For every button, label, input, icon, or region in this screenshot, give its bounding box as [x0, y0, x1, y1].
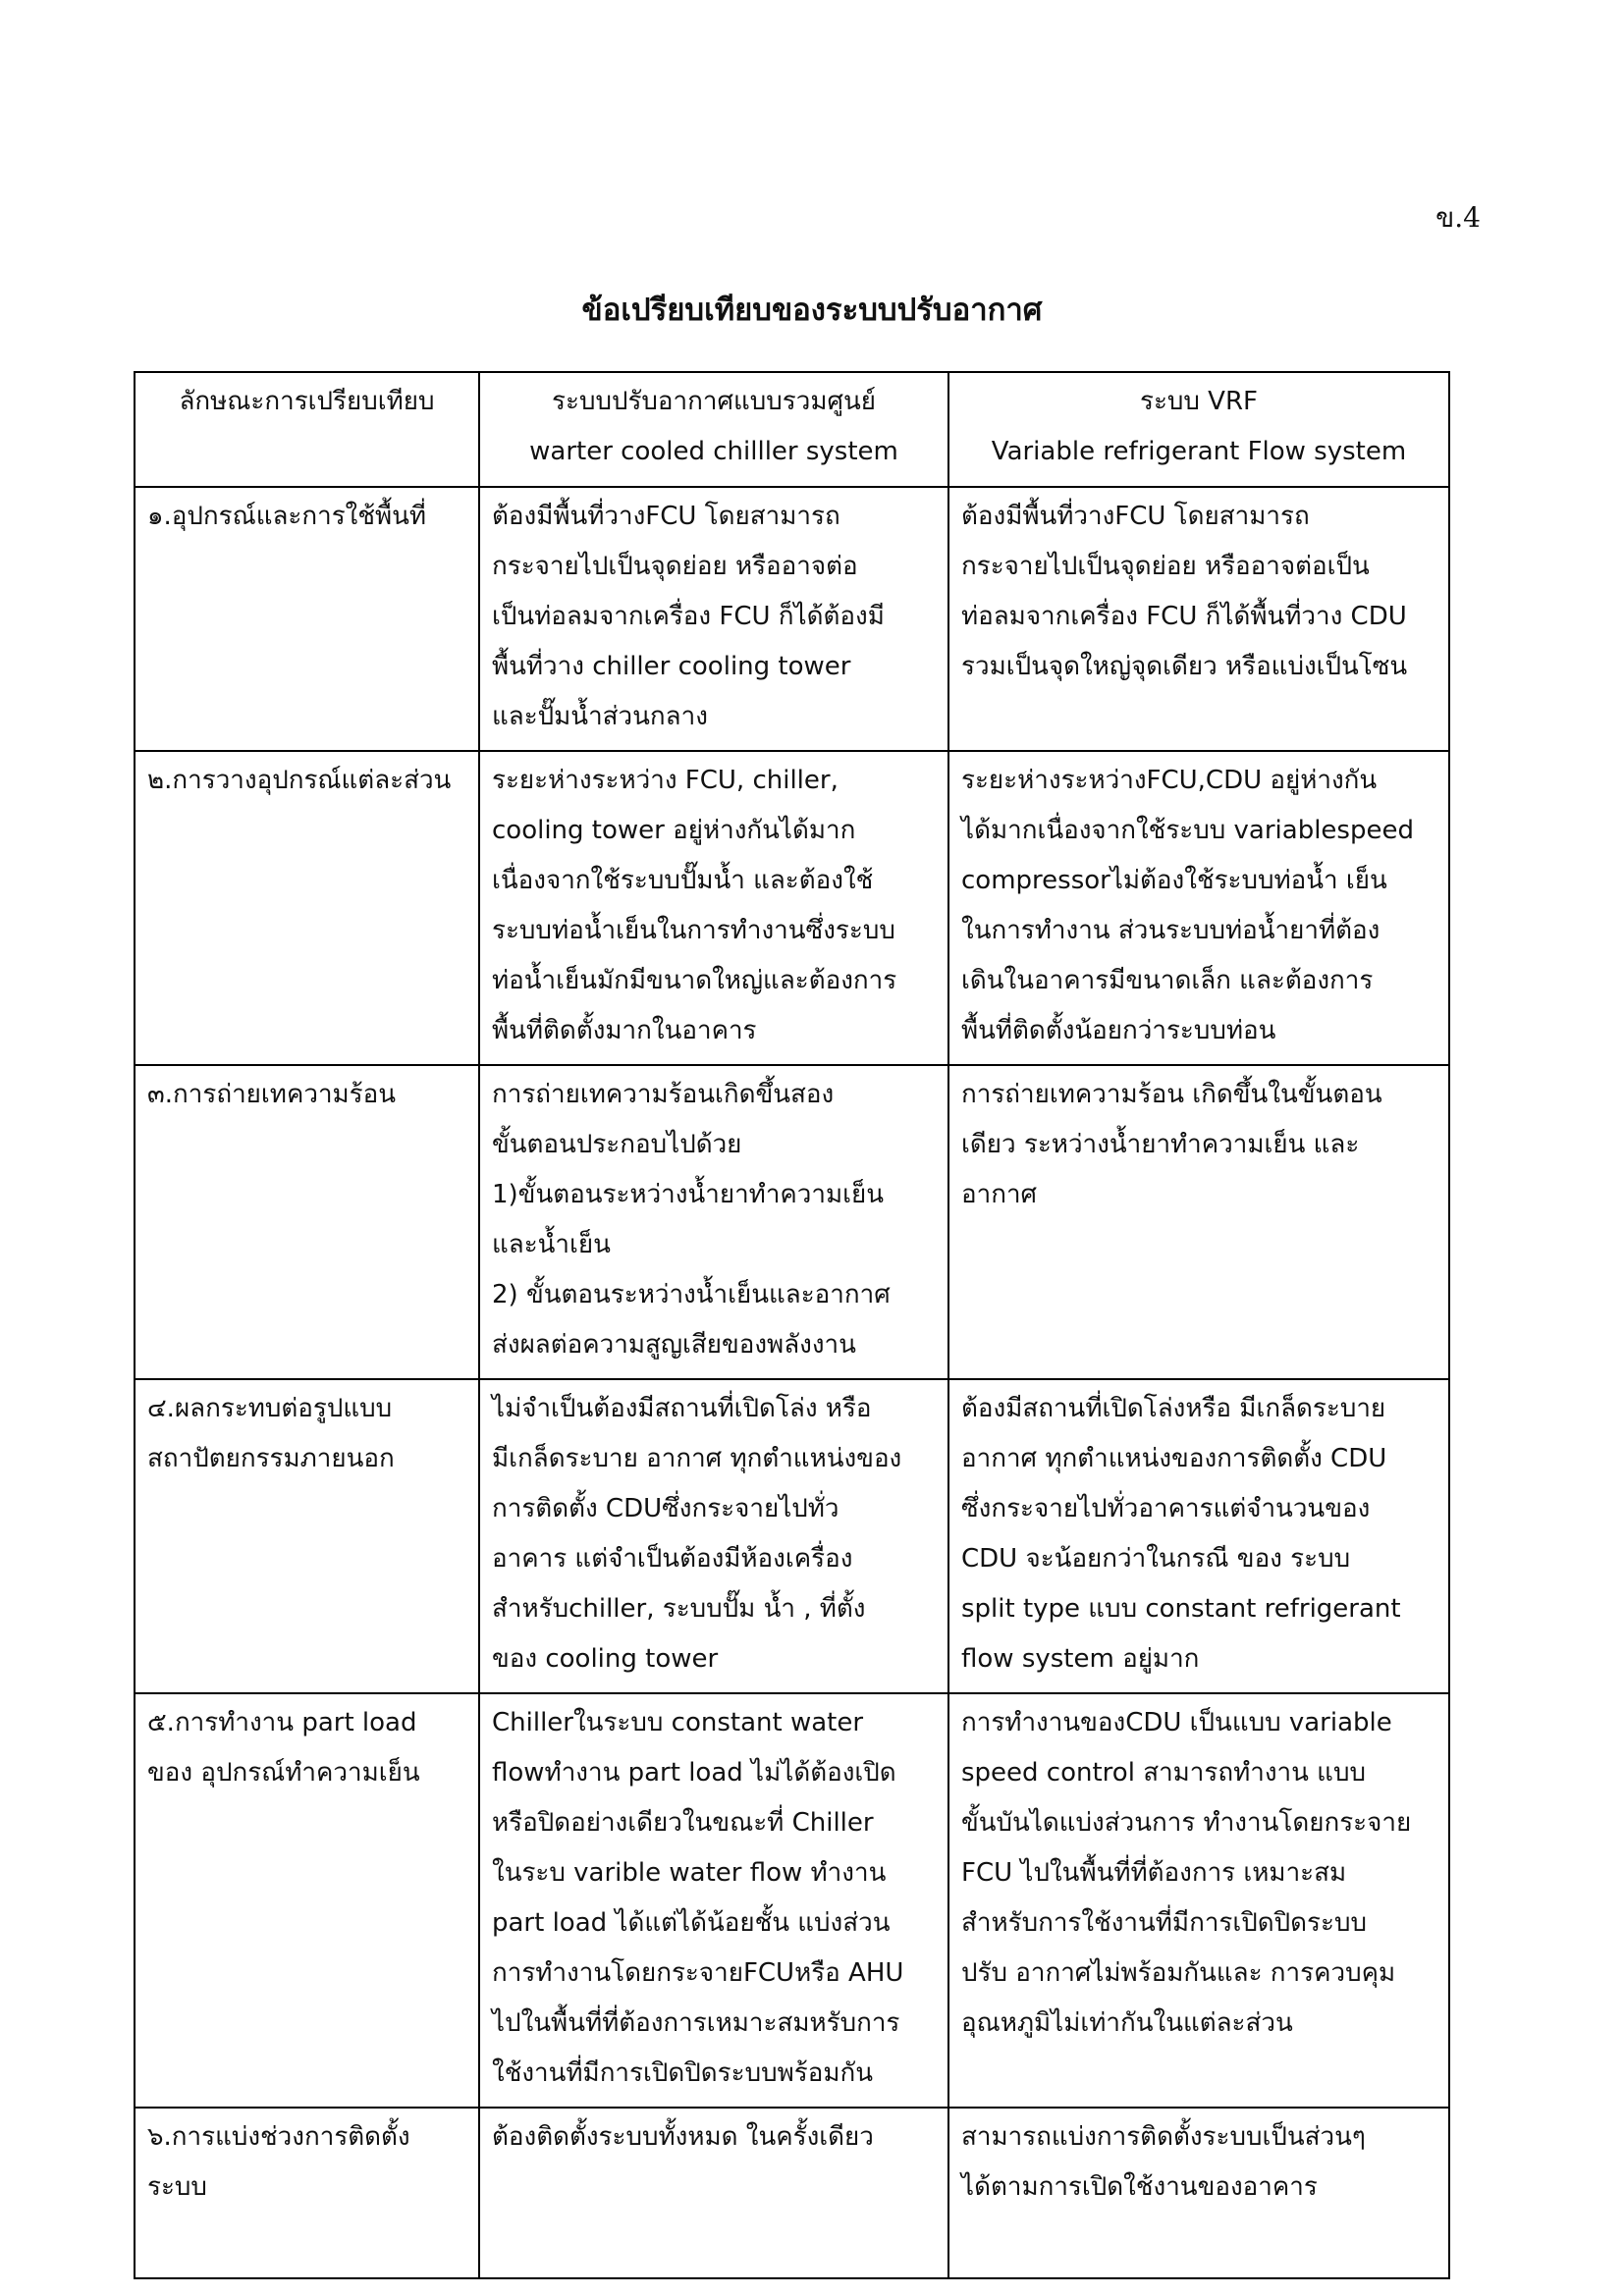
table-header-row [135, 372, 1449, 487]
criterion-cell: ๓.การถ่ายเทความร้อน [135, 1065, 479, 1379]
table-row [135, 487, 1449, 751]
criterion-cell: ๖.การแบ่งช่วงการติดตั้ง ระบบ [135, 2108, 479, 2278]
chiller-cell: การถ่ายเทความร้อนเกิดขึ้นสอง ขั้นตอนประกอบไปด้วย 1)ขั้นตอนระหว่างน้ำยาทำความเย็น และน้ำเย็น 2) ขั้นตอนระหว่างน้ำเย็นและอากาศ ส่งผลต่อความสูญเสียของพลังงาน [479, 1065, 948, 1379]
header-vrf-system: ระบบ VRF Variable refrigerant Flow system [948, 372, 1449, 487]
chiller-cell: ไม่จำเป็นต้องมีสถานที่เปิดโล่ง หรือ มีเกล็ดระบาย อากาศ ทุกตำแหน่งของ การติดตั้ง CDUซึ่งกระจายไปทั่ว อาคาร แต่จำเป็นต้องมีห้องเครื่อง สำหรับchiller, ระบบปั๊ม น้ำ , ที่ตั้ง ของ cooling tower [479, 1379, 948, 1693]
document-title: ข้อเปรียบเทียบของระบบปรับอากาศ [581, 293, 1043, 328]
table-row [135, 751, 1449, 1065]
vrf-cell: การถ่ายเทความร้อน เกิดขึ้นในขั้นตอน เดียว ระหว่างน้ำยาทำความเย็น และ อากาศ [948, 1065, 1449, 1379]
table-row [135, 1693, 1449, 2108]
table-row [135, 1065, 1449, 1379]
criterion-cell: ๕.การทำงาน part load ของ อุปกรณ์ทำความเย็น [135, 1693, 479, 2108]
comparison-table [134, 371, 1450, 2279]
chiller-cell: ระยะห่างระหว่าง FCU, chiller, cooling tower อยู่ห่างกันได้มาก เนื่องจากใช้ระบบปั๊มน้ำ และต้องใช้ ระบบท่อน้ำเย็นในการทำงานซึ่งระบบ ท่อน้ำเย็นมักมีขนาดใหญ่และต้องการ พื้นที่ติดตั้งมากในอาคาร [479, 751, 948, 1065]
vrf-cell: ต้องมีพื้นที่วางFCU โดยสามารถ กระจายไปเป็นจุดย่อย หรืออาจต่อเป็น ท่อลมจากเครื่อง FCU ก็ได้พื้นที่วาง CDU รวมเป็นจุดใหญ่จุดเดียว หรือแบ่งเป็นโซน [948, 487, 1449, 751]
table-row [135, 1379, 1449, 1693]
criterion-cell: ๑.อุปกรณ์และการใช้พื้นที่ [135, 487, 479, 751]
vrf-cell: ระยะห่างระหว่างFCU,CDU อยู่ห่างกัน ได้มากเนื่องจากใช้ระบบ variablespeed compressorไม่ต้องใช้ระบบท่อน้ำ เย็น ในการทำงาน ส่วนระบบท่อน้ำยาที่ต้อง เดินในอาคารมีขนาดเล็ก และต้องการ พื้นที่ติดตั้งน้อยกว่าระบบท่อน [948, 751, 1449, 1065]
criterion-cell: ๒.การวางอุปกรณ์แต่ละส่วน [135, 751, 479, 1065]
header-criterion: ลักษณะการเปรียบเทียบ [135, 372, 479, 487]
chiller-cell: Chillerในระบบ constant water flowทำงาน part load ไม่ได้ต้องเปิด หรือปิดอย่างเดียวในขณะที่ Chiller ในระบ varible water flow ทำงาน part load ได้แต่ได้น้อยชั้น แบ่งส่วน การทำงานโดยกระจายFCUหรือ AHU ไปในพื้นที่ที่ต้องการเหมาะสมหรับการ ใช้งานที่มีการเปิดปิดระบบพร้อมกัน [479, 1693, 948, 2108]
vrf-cell: ต้องมีสถานที่เปิดโล่งหรือ มีเกล็ดระบาย อากาศ ทุกตำแหน่งของการติดตั้ง CDU ซึ่งกระจายไปทั่วอาคารแต่จำนวนของ CDU จะน้อยกว่าในกรณี ของ ระบบ split type แบบ constant refrigerant flow system อยู่มาก [948, 1379, 1449, 1693]
chiller-cell: ต้องมีพื้นที่วางFCU โดยสามารถ กระจายไปเป็นจุดย่อย หรืออาจต่อ เป็นท่อลมจากเครื่อง FCU ก็ได้ต้องมี พื้นที่วาง chiller cooling tower และปั๊มน้ำส่วนกลาง [479, 487, 948, 751]
vrf-cell: สามารถแบ่งการติดตั้งระบบเป็นส่วนๆ ได้ตามการเปิดใช้งานของอาคาร [948, 2108, 1449, 2278]
chiller-cell: ต้องติดตั้งระบบทั้งหมด ในครั้งเดียว [479, 2108, 948, 2278]
page-number: ข.4 [1435, 201, 1481, 234]
table-row [135, 2108, 1449, 2278]
criterion-cell: ๔.ผลกระทบต่อรูปแบบ สถาปัตยกรรมภายนอก [135, 1379, 479, 1693]
header-chiller-system: ระบบปรับอากาศแบบรวมศูนย์ warter cooled chilller system [479, 372, 948, 487]
vrf-cell: การทำงานของCDU เป็นแบบ variable speed control สามารถทำงาน แบบ ขั้นบันไดแบ่งส่วนการ ทำงานโดยกระจาย FCU ไปในพื้นที่ที่ต้องการ เหมาะสม สำหรับการใช้งานที่มีการเปิดปิดระบบ ปรับ อากาศไม่พร้อมกันและ การควบคุม อุณหภูมิไม่เท่ากันในแต่ละส่วน [948, 1693, 1449, 2108]
